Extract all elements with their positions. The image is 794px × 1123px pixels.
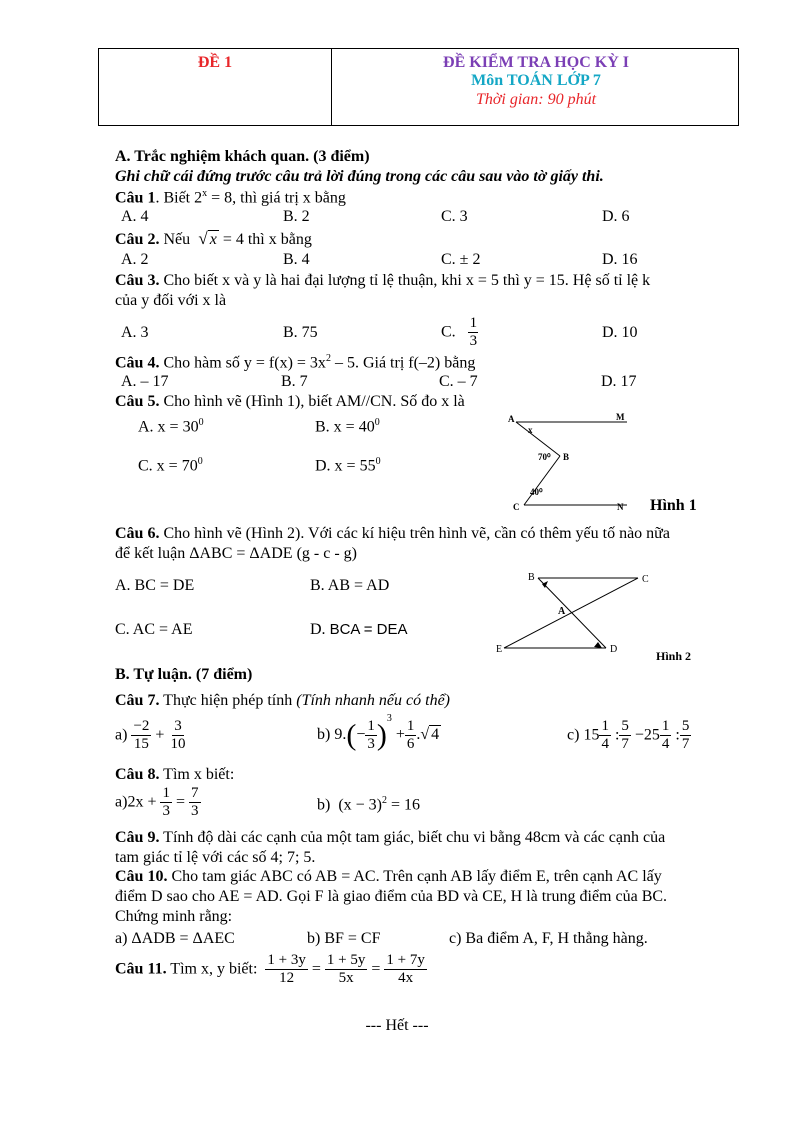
question-8: Câu 8. Tìm x biết: bbox=[115, 766, 235, 783]
section-b-title: B. Tự luận. (7 điểm) bbox=[115, 666, 253, 683]
q2-option-d: D. 16 bbox=[602, 251, 638, 268]
q5-option-a: A. $x = 30^0$ bbox=[138, 417, 204, 436]
question-7: Câu 7. Thực hiện phép tính (Tính nhanh nếu có thể) bbox=[115, 692, 450, 709]
q6-option-b: B. AB = AD bbox=[310, 577, 390, 594]
label-b-fig2: B bbox=[528, 572, 535, 583]
q3-option-c: C. $\frac{1}{3}$ bbox=[441, 315, 478, 350]
q5-option-b: B. $x = 40^0$ bbox=[315, 417, 380, 436]
q4-option-c: C. – 7 bbox=[439, 373, 478, 390]
q10-part-b: b) BF = CF bbox=[307, 930, 381, 947]
q1-option-b: B. 2 bbox=[283, 208, 310, 225]
q2-option-b: B. 4 bbox=[283, 251, 310, 268]
label-angle-40: 40⁰ bbox=[530, 487, 543, 497]
figure-2 bbox=[490, 568, 720, 666]
label-m: M bbox=[616, 412, 625, 422]
end-marker: --- Hết --- bbox=[365, 1017, 429, 1034]
question-2: Câu 2. Nếu √ x = 4 thì x bằng bbox=[115, 229, 312, 248]
q3-option-c-fraction: $\frac{1}{3}$ bbox=[469, 315, 478, 350]
q7-part-c: c) 15 $\frac{1}{4}$ : $\frac{5}{7}$ −25 $\frac{1}{4}$ : $\frac{5}{7}$ bbox=[567, 718, 690, 753]
question-6-line1: Câu 6. Cho hình vẽ (Hình 2). Với các kí hiệu trên hình vẽ, cần có thêm yếu tố nào nữa bbox=[115, 525, 670, 542]
q5-option-d: D. $x = 55^0$ bbox=[315, 456, 381, 475]
q10-part-c: c) Ba điểm A, F, H thẳng hàng. bbox=[449, 930, 648, 947]
q6-option-a: A. BC = DE bbox=[115, 577, 195, 594]
header-table bbox=[98, 48, 739, 126]
question-10-line2: điểm D sao cho AE = AD. Gọi F là giao điểm của BD và CE, H là trung điểm của BC. bbox=[115, 888, 668, 905]
q1-option-c: C. 3 bbox=[441, 208, 468, 225]
label-c: C bbox=[513, 502, 520, 512]
label-x: x bbox=[528, 425, 533, 435]
label-a-fig2: A bbox=[558, 606, 566, 617]
question-3-line2: của y đối với x là bbox=[115, 292, 227, 309]
line-ab bbox=[516, 422, 560, 456]
question-11: Câu 11. Tìm x, y biết: $\frac{1 + 3y}{12}$ = $\frac{1 + 5y}{5x}$ = $\frac{1 + 7y}{4x}$ bbox=[115, 952, 425, 987]
label-b: B bbox=[563, 452, 570, 462]
q4-option-a: A. – 17 bbox=[121, 373, 169, 390]
question-3-line1: Câu 3. Cho biết x và y là hai đại lượng tỉ lệ thuận, khi x = 5 thì y = 15. Hệ số tỉ lệ k bbox=[115, 272, 651, 289]
question-10-line1: Câu 10. Cho tam giác ABC có AB = AC. Trên cạnh AB lấy điểm E, trên cạnh AC lấy bbox=[115, 868, 662, 885]
question-9-line1: Câu 9. Tính độ dài các cạnh của một tam giác, biết chu vi bằng 48cm và các cạnh của bbox=[115, 829, 666, 846]
question-5: Câu 5. Cho hình vẽ (Hình 1), biết AM//CN. Số đo x là bbox=[115, 393, 465, 410]
exam-time: Thời gian: 90 phút bbox=[475, 91, 597, 108]
exam-number: ĐỀ 1 bbox=[197, 54, 233, 71]
line-bc bbox=[524, 456, 560, 505]
section-a-title: A. Trắc nghiệm khách quan. (3 điểm) bbox=[115, 148, 370, 165]
q2-option-c: C. ± 2 bbox=[441, 251, 481, 268]
label-angle-70: 70⁰ bbox=[538, 452, 551, 462]
q2-option-a: A. 2 bbox=[121, 251, 149, 268]
label-e-fig2: E bbox=[496, 644, 503, 655]
q4-option-d: D. 17 bbox=[601, 373, 637, 390]
q1-label: Câu 1 bbox=[115, 189, 156, 207]
q4-option-b: B. 7 bbox=[281, 373, 308, 390]
q3-option-b: B. 75 bbox=[283, 324, 318, 341]
q5-option-c: C. $x = 70^0$ bbox=[138, 456, 203, 475]
q1-option-d: D. 6 bbox=[602, 208, 630, 225]
question-1: Câu 1. Biết $2^x = 8$, thì giá trị x bằng bbox=[115, 188, 346, 207]
question-10-line3: Chứng minh rằng: bbox=[115, 908, 233, 925]
question-4: Câu 4. Cho hàm số $y = f(x) = 3x^2 - 5$. Giá trị f(–2) bằng bbox=[115, 353, 476, 372]
q1-option-a: A. 4 bbox=[121, 208, 149, 225]
label-n: N bbox=[617, 502, 624, 512]
q6-option-c: C. AC = AE bbox=[115, 621, 193, 638]
label-a: A bbox=[508, 414, 515, 424]
figure-1-caption: Hình 1 bbox=[650, 497, 697, 514]
question-9-line2: tam giác tỉ lệ với các số 4; 7; 5. bbox=[115, 849, 316, 866]
q8-part-a: a)2x + $\frac{1}{3}$ = $\frac{7}{3}$ bbox=[115, 785, 199, 820]
q7-part-a: a) $\frac{-2}{15}$ + $\frac{3}{10}$ bbox=[115, 718, 186, 753]
q10-part-a: a) ΔADB = ΔAEC bbox=[115, 930, 235, 947]
figure-1 bbox=[500, 408, 740, 518]
question-6-line2: để kết luận ΔABC = ΔADE (g - c - g) bbox=[115, 545, 357, 562]
label-c-fig2: C bbox=[642, 574, 649, 585]
q3-option-d: D. 10 bbox=[602, 324, 638, 341]
exam-title: ĐỀ KIỂM TRA HỌC KỲ I bbox=[443, 54, 629, 71]
section-a-instruction: Ghi chữ cái đứng trước câu trả lời đúng trong các câu sau vào tờ giấy thi. bbox=[115, 168, 604, 185]
label-d-fig2: D bbox=[610, 644, 618, 655]
exam-subject: Môn TOÁN LỚP 7 bbox=[471, 72, 601, 89]
q6-option-d: D. BCA = DEA bbox=[310, 621, 408, 638]
q8-part-b: b) $(x - 3)^2 = 16$ bbox=[317, 795, 421, 814]
q7-part-b: b) 9.(− $\frac{1}{3}$ )$^3$ + $\frac{1}{6}$ .√ 4 bbox=[317, 713, 440, 752]
line-ce bbox=[504, 578, 638, 648]
q3-option-a: A. 3 bbox=[121, 324, 149, 341]
figure-2-caption: Hình 2 bbox=[656, 649, 692, 663]
